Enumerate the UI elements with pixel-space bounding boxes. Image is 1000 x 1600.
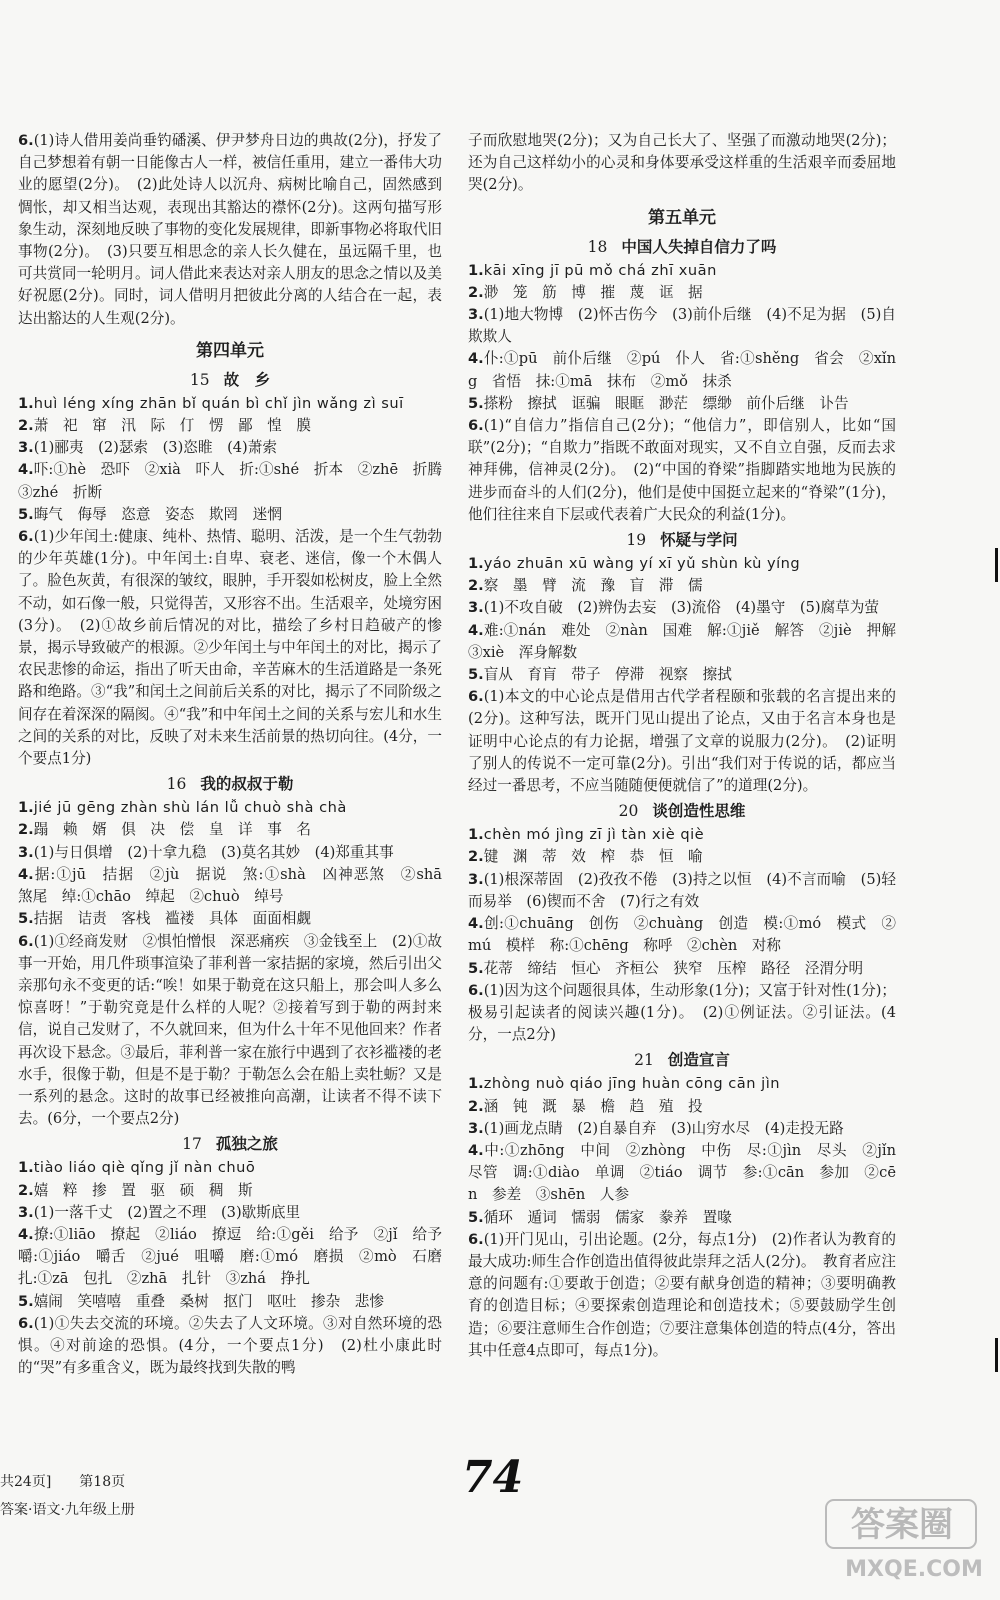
- answer-item: [468, 348, 896, 392]
- item-number: 6.: [468, 417, 484, 435]
- answer-text: (1)诗人借用姜尚垂钓磻溪、伊尹梦舟日边的典故(2分)，抒发了自己梦想着有朝一日能像古人一样，被信任重用，建立一番伟大功业的愿望(2分)。 (2)此处诗人以沉舟、病树比喻自己，固然感到惆怅，却又相当达观，表现出其豁达的襟怀(2分)。这两句描写形象生动，深刻地反映了事物的变化发展规律，即新事物必将取代旧事物(2分)。 (3)只要互相思念的亲人长久健在，虽远隔千里，也可共赏同一轮明月。词人借此来表达对亲人朋友的思念之情以及美好祝愿(2分)。同时，词人借明月把彼此分离的人结合在一起，表达出豁达的人生观(2分)。: [18, 132, 442, 327]
- answer-item: [18, 415, 442, 437]
- unit-heading: 第四单元: [196, 340, 264, 361]
- item-number: 2.: [468, 283, 484, 301]
- item-number: 4.: [468, 350, 484, 368]
- answer-item: [18, 526, 442, 770]
- lesson-title: 怀疑与学问: [660, 531, 738, 550]
- lesson-heading: [468, 1048, 896, 1072]
- item-number: 5.: [468, 1208, 484, 1226]
- unit-heading: 第五单元: [648, 207, 716, 228]
- item-number: 3.: [468, 870, 484, 888]
- answer-item: [468, 913, 896, 957]
- item-number: 2.: [468, 848, 484, 866]
- pinyin-answer: zhòng nuò qiáo jīng huàn cōng cān jìn: [483, 1075, 780, 1093]
- lesson-heading: [18, 368, 442, 392]
- lesson-title: 中国人失掉自信力了吗: [621, 237, 777, 256]
- item-number: 5.: [18, 910, 34, 928]
- right-column: [468, 130, 911, 1362]
- item-number: 1.: [468, 261, 484, 279]
- answer-text: 盲从 育肓 带子 停滞 视察 擦拭: [483, 666, 732, 684]
- answer-item: [468, 304, 896, 348]
- pinyin-answer: jié jū gēng zhàn shù lán lǚ chuò shà chà: [33, 799, 347, 817]
- pinyin-answer: huì léng xíng zhān bǐ quán bì chǐ jìn wǎng zì suī: [33, 394, 404, 412]
- answer-text: (1)一落千丈 (2)置之不理 (3)歇斯底里: [33, 1203, 301, 1221]
- footer-page-of: 第18页: [79, 1474, 126, 1490]
- answer-item: [18, 797, 442, 819]
- answer-text: (1)少年闰土:健康、纯朴、热情、聪明、活泼，是一个生气勃勃的少年英雄(1分)。中年闰土:自卑、衰老、迷信，像一个木偶人了。脸色灰黄，有很深的皱纹，眼肿，手开裂如松树皮，脸上全然不动，如石像一般，只觉得苦，又形容不出。生活艰辛，处境穷困(3分)。 (2)①故乡前后情况的对比，描绘了乡村日趋破产的惨景，揭示导致破产的根源。②少年闰土与中年闰土的对比，揭示了农民悲惨的命运，指出了听天由命，辛苦麻木的生活道路是一条死路和绝路。③“我”和闰土之间前后关系的对比，揭示了不同阶级之间存在着深深的隔阂。④“我”和中年闰土之间的关系与宏儿和水生之间的关系的对比，反映了对未来生活前景的热切向往。(4分，一个要点1分): [18, 528, 442, 768]
- answer-item: [468, 1096, 896, 1118]
- answer-text: 嬉 粹 掺 置 驱 硕 稠 斯: [33, 1181, 253, 1199]
- left-column: [18, 130, 457, 1379]
- pinyin-answer: chèn mó jìng zī jì tàn xiè qiè: [483, 826, 705, 844]
- answer-item: [18, 908, 442, 930]
- item-number: 2.: [18, 417, 34, 435]
- lesson-title: 谈创造性思维: [652, 802, 746, 821]
- item-number: 6.: [18, 528, 34, 546]
- item-number: 6.: [468, 981, 484, 999]
- item-number: 1.: [468, 1075, 484, 1093]
- answer-text: 察 墨 臂 流 豫 盲 滞 儒: [483, 577, 703, 595]
- answer-item: [18, 1313, 442, 1380]
- answer-item: [18, 1157, 442, 1179]
- pinyin-answer: kāi xīng jī pū mǒ chá zhī xuān: [483, 261, 717, 279]
- answer-item: [468, 1229, 896, 1362]
- answer-item: [468, 1207, 896, 1229]
- answer-text: 嬉闹 笑嘻嘻 重叠 桑树 抠门 呕吐 掺杂 悲惨: [33, 1292, 384, 1310]
- item-number: 1.: [468, 555, 484, 573]
- answer-item: [468, 620, 911, 664]
- answer-text: 萧 祀 窜 汛 际 仃 愣 鄙 惶 膜: [33, 417, 311, 435]
- answer-text: 晦气 侮辱 恣意 姿态 欺罔 迷惘: [33, 505, 282, 523]
- answer-text: (1)不攻自破 (2)辨伪去妄 (3)流俗 (4)墨守 (5)腐草为萤: [483, 599, 879, 617]
- item-number: 4.: [18, 1225, 34, 1243]
- answer-text: 拮据 诘责 客栈 褴褛 具体 面面相觑: [33, 910, 311, 928]
- item-number: 1.: [468, 826, 484, 844]
- answer-item: [468, 260, 896, 282]
- item-number: 3.: [18, 439, 34, 457]
- lesson-number: 17: [182, 1135, 202, 1154]
- answer-item: [468, 664, 896, 686]
- lesson-title: 我的叔叔于勒: [200, 775, 294, 794]
- answer-item: [18, 459, 457, 503]
- answer-text: 据:①jū 拮据 ②jù 据说 煞:①shà 凶神恶煞 ②shā 煞尾 绰:①chāo 绰起 ②chuò 绰号: [18, 865, 457, 906]
- lesson-number: 20: [618, 802, 639, 821]
- answer-text: 键 渊 蒂 效 榨 恭 恒 喻: [483, 848, 703, 866]
- answer-item: [18, 504, 442, 526]
- item-number: 6.: [468, 688, 484, 706]
- answer-text: 渺 笼 筋 博 摧 蔑 诓 据: [483, 283, 703, 301]
- lesson-number: 19: [626, 531, 647, 550]
- answer-text: 花蒂 缔结 恒心 齐桓公 狭窄 压榨 路径 泾渭分明: [483, 959, 864, 977]
- answer-item: [18, 1291, 442, 1313]
- watermark-logo: [822, 1496, 992, 1582]
- answer-text: (1)本文的中心论点是借用古代学者程颐和张载的名言提出来的(2分)。这种写法，既开门见山提出了论点，又由于名言本身也是证明中心论点的有力论据，增强了文章的说服力(2分)。 (2)证明了别人的传说不一定可靠(2分)。引出“我们对于传说的话，都应当经过一番思考，不应当随随便便就信了”的道理(2分)。: [468, 688, 896, 795]
- answer-text: 搽粉 擦拭 诓骗 眼眶 渺茫 缥缈 前仆后继 讣告: [483, 394, 849, 412]
- answer-item: [468, 980, 896, 1047]
- item-number: 4.: [468, 621, 484, 639]
- item-number: 4.: [468, 1141, 484, 1159]
- item-number: 5.: [468, 394, 484, 412]
- lesson-heading: [18, 772, 442, 796]
- answer-text: (1)根深蒂固 (2)孜孜不倦 (3)持之以恒 (4)不言而喻 (5)轻而易举 (6)锲而不舍 (7)行之有效: [468, 870, 896, 910]
- answer-item: [18, 1180, 442, 1202]
- answer-text: 中:①zhōng 中间 ②zhòng 中伤 尽:①jìn 尽头 ②jǐn 尽管 调:①diào 单调 ②tiáo 调节 参:①cān 参加 ②cēn 参差 ③shēn 人参: [468, 1141, 911, 1204]
- item-number: 3.: [468, 1119, 484, 1137]
- item-number: 1.: [18, 799, 34, 817]
- answer-item: [18, 819, 442, 841]
- answer-item: [468, 1073, 896, 1095]
- answer-item: [468, 958, 896, 980]
- answer-text: 创:①chuāng 创伤 ②chuàng 创造 模:①mó 模式 ②mú 模样 称:①chēng 称呼 ②chèn 对称: [468, 915, 896, 955]
- item-number: 4.: [18, 461, 34, 479]
- answer-text: (1)郦夷 (2)瑟索 (3)恣睢 (4)萧索: [33, 439, 277, 457]
- lesson-title: 创造宣言: [667, 1051, 730, 1070]
- item-number: 4.: [18, 865, 34, 883]
- item-number: 6.: [18, 132, 34, 149]
- lesson-heading: [18, 1132, 442, 1156]
- item-number: 6.: [18, 1314, 34, 1332]
- lesson-heading: [468, 528, 896, 552]
- answer-item: [18, 1202, 442, 1224]
- answer-text: (1)与日俱增 (2)十拿九稳 (3)莫名其妙 (4)郑重其事: [33, 843, 394, 861]
- answer-text: 撩:①liāo 撩起 ②liáo 撩逗 给:①gěi 给予 ②jǐ 给予 嚼:①jiáo 嚼舌 ②jué 咀嚼 磨:①mó 磨损 ②mò 石磨 扎:①zā 包扎 ②zhā 扎针 ③zhá 挣扎: [18, 1225, 457, 1288]
- answer-text: 涵 钝 溉 暴 檐 趋 殖 投: [483, 1097, 703, 1115]
- answer-item: [468, 130, 896, 197]
- watermark-text: 答案圈: [851, 1505, 953, 1545]
- lesson-number: 18: [587, 237, 608, 256]
- answer-item: [468, 686, 896, 797]
- answer-item: [468, 282, 896, 304]
- lesson-title: 故 乡: [223, 370, 271, 389]
- item-number: 6.: [468, 1230, 484, 1248]
- edge-mark: [995, 1338, 998, 1372]
- lesson-number: 21: [634, 1051, 654, 1070]
- answer-item: [18, 130, 442, 330]
- footer-book-title: 答案·语文·九年级上册: [0, 1502, 135, 1518]
- answer-item: [18, 393, 442, 415]
- item-number: 5.: [468, 666, 484, 684]
- item-number: 3.: [18, 843, 34, 861]
- answer-text: 吓:①hè 恐吓 ②xià 吓人 折:①shé 折本 ②zhē 折腾 ③zhé 折断: [18, 461, 457, 501]
- answer-item: [468, 1118, 896, 1140]
- answer-item: [468, 575, 896, 597]
- item-number: 4.: [468, 915, 484, 933]
- lesson-number: 16: [166, 775, 187, 794]
- answer-text: 循环 遁词 懦弱 儒家 豢养 置喙: [483, 1208, 732, 1226]
- pinyin-answer: yáo zhuān xū wàng yí xī yǔ shùn kù yíng: [483, 555, 801, 573]
- answer-text: (1)画龙点睛 (2)自暴自弃 (3)山穷水尽 (4)走投无路: [483, 1119, 844, 1137]
- item-number: 5.: [18, 1292, 34, 1310]
- answer-text: (1)①经商发财 ②惧怕憎恨 深恶痛疾 ③金钱至上 (2)①故事一开始，用几件琐事渲染了菲利普一家拮据的家境，然后引出父亲那句永不变更的话:“唉！如果于勒竟在这只船上，那会叫人多么惊喜呀！”于勒究竟是什么样的人呢？②接着写到于勒的两封来信，说自己发财了，不久就回来，但为什么十年不见他回来？作者再次设下悬念。③最后，菲利普一家在旅行中遇到了衣衫褴褛的老水手，很像于勒，但是不是于勒？于勒怎么会在船上卖牡蛎？又是一系列的悬念。这时的故事已经被推向高潮，让读者不得不读下去。(6分，一个要点2分): [18, 932, 442, 1128]
- answer-item: [18, 931, 442, 1131]
- answer-text: 蹋 赖 婿 俱 决 偿 皇 详 事 名: [33, 821, 311, 839]
- answer-text: (1)地大物博 (2)怀古伤今 (3)前仆后继 (4)不足为据 (5)自欺欺人: [468, 306, 896, 346]
- watermark-url: MXQE.COM: [845, 1557, 983, 1582]
- footer: [0, 1468, 135, 1524]
- pinyin-answer: tiào liáo qiè qǐng jǐ nàn chuō: [33, 1159, 256, 1177]
- item-number: 2.: [18, 821, 34, 839]
- lesson-number: 15: [189, 370, 210, 389]
- lesson-heading: [468, 799, 896, 823]
- item-number: 1.: [18, 1159, 34, 1177]
- answer-item: [468, 869, 896, 913]
- item-number: 3.: [468, 599, 484, 617]
- answer-item: [468, 415, 896, 526]
- answer-item: [468, 393, 896, 415]
- answer-text: (1)开门见山，引出论题。(2分，每点1分) (2)作者认为教育的最大成功:师生合作创造出值得彼此崇拜之活人(2分)。 教育者应注意的问题有:①要敢于创造；②要有献身创造的精神；③要明确教育的创造目标；④要探索创造理论和创造技术；⑤要鼓励学生创造；⑥要注意师生合作创造；⑦要注意集体创造的特点(4分，答出其中任意4点即可，每点1分)。: [468, 1230, 896, 1359]
- answer-item: [468, 824, 896, 846]
- answer-text: (1)“自信力”指信自己(2分)；“他信力”，即信别人，比如“国联”(2分)；“自欺力”指既不敢面对现实，又不自立自强，反而去求神拜佛，信神灵(2分)。 (2)“中国的脊梁”指脚踏实地地为民族的进步而奋斗的人们(2分)，他们是使中国挺立起来的“脊梁”(1分)，他们往往来自下层或代表着广大民众的利益(1分)。: [468, 417, 896, 523]
- answer-text: (1)因为这个问题很具体，生动形象(1分)；又富于针对性(1分)；极易引起读者的阅读兴趣(1分)。 (2)①例证法。②引证法。(4分，一点2分): [468, 981, 896, 1044]
- item-number: 2.: [468, 577, 484, 595]
- answer-item: [468, 597, 896, 619]
- answer-item: [18, 437, 442, 459]
- answer-text: 子而欣慰地哭(2分)；又为自己长大了、坚强了而激动地哭(2分)；还为自己这样幼小的心灵和身体要承受这样重的生活艰辛而委屈地哭(2分)。: [468, 132, 896, 194]
- footer-total-pages: 共24页]: [0, 1474, 52, 1490]
- answer-text: 难:①nán 难处 ②nàn 国难 解:①jiě 解答 ②jiè 押解 ③xiè 浑身解数: [468, 621, 911, 661]
- answer-item: [468, 553, 896, 575]
- item-number: 2.: [468, 1097, 484, 1115]
- lesson-title: 孤独之旅: [215, 1135, 278, 1154]
- item-number: 5.: [468, 959, 484, 977]
- lesson-heading: [468, 235, 896, 259]
- edge-mark: [995, 548, 998, 582]
- item-number: 1.: [18, 394, 34, 412]
- answer-text: (1)①失去交流的环境。②失去了人文环境。③对自然环境的恐惧。④对前途的恐惧。(4分，一个要点1分) (2)杜小康此时的“哭”有多重含义，既为最终找到失散的鸭: [18, 1314, 442, 1377]
- item-number: 3.: [18, 1203, 34, 1221]
- answer-item: [468, 1140, 911, 1207]
- answer-item: [468, 846, 896, 868]
- item-number: 3.: [468, 306, 484, 324]
- answer-item: [18, 842, 442, 864]
- answer-item: [18, 864, 457, 908]
- page-number: 74: [462, 1452, 524, 1503]
- item-number: 2.: [18, 1181, 34, 1199]
- answer-item: [18, 1224, 457, 1291]
- item-number: 5.: [18, 505, 34, 523]
- answer-text: 仆:①pū 前仆后继 ②pú 仆人 省:①shěng 省会 ②xǐng 省悟 抹:①mā 抹布 ②mǒ 抹杀: [468, 350, 896, 390]
- item-number: 6.: [18, 932, 34, 950]
